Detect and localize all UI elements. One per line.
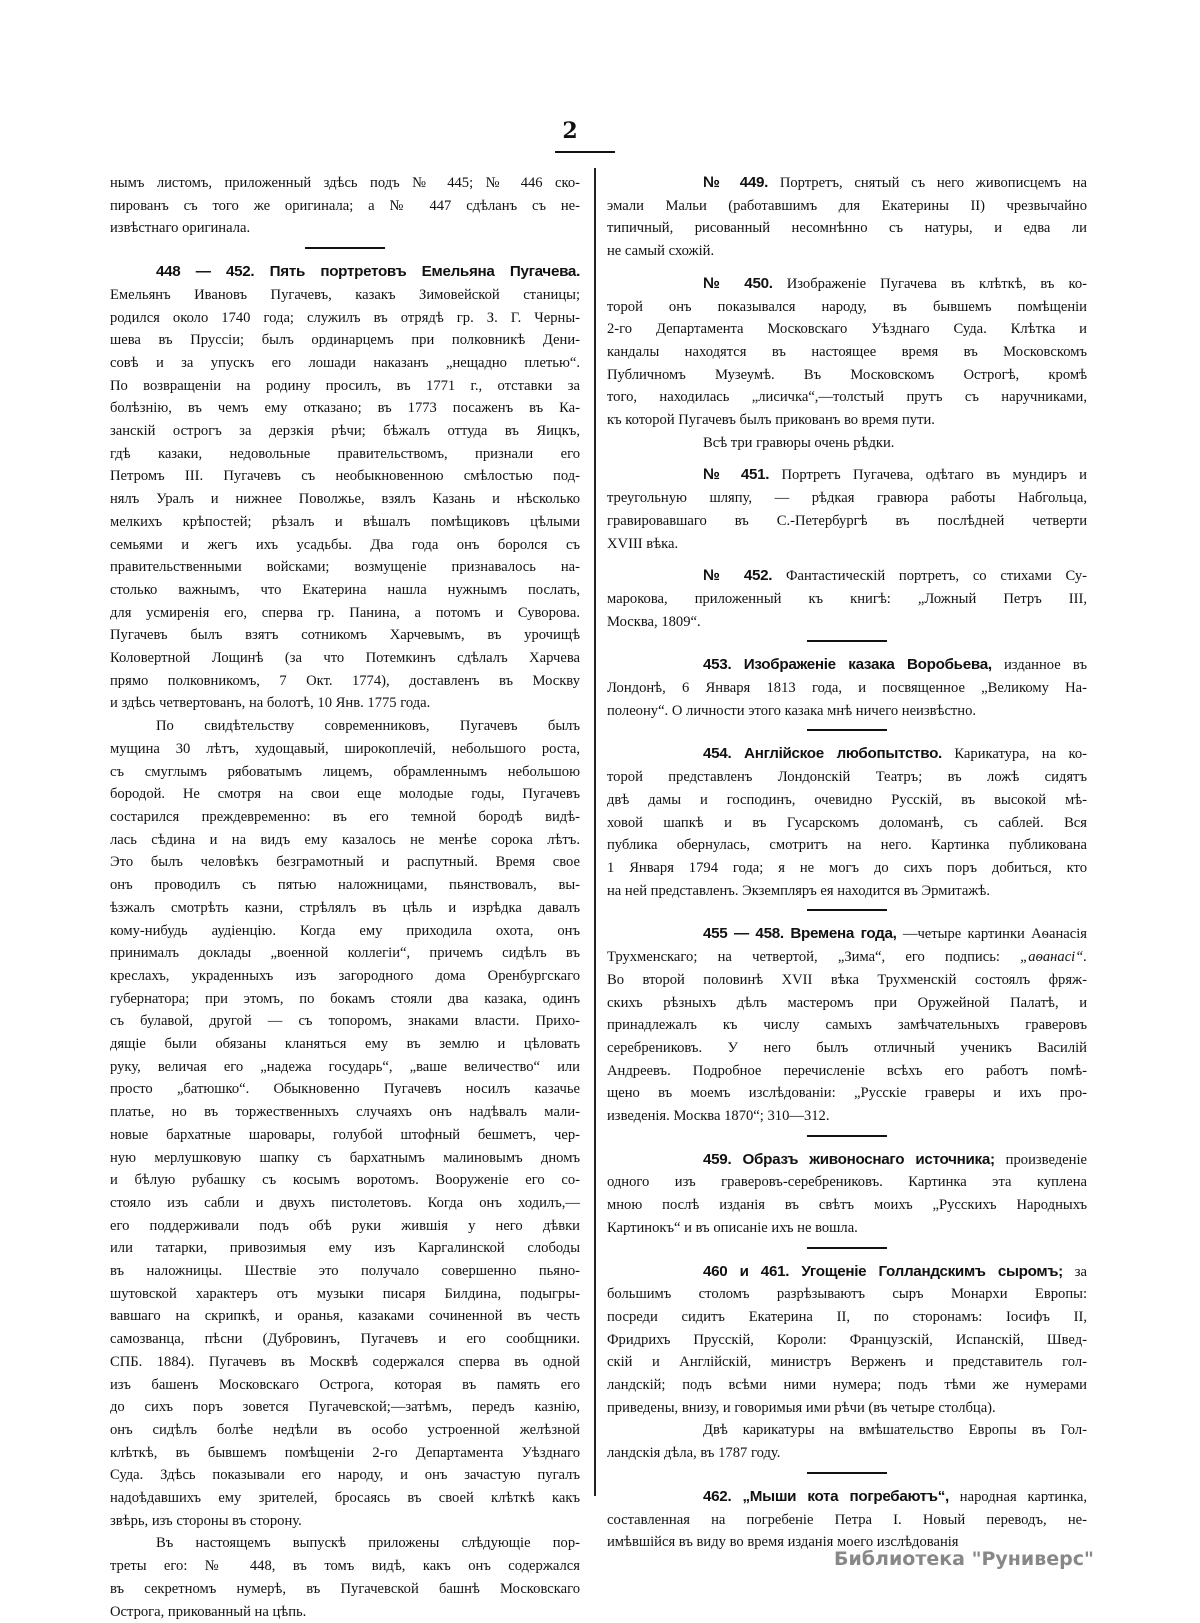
- entry-text: 1 Января 1794 года; я не могъ до сихъ поръ добиться, кто: [607, 859, 1087, 876]
- entry-text: Изображеніе Пугачева въ клѣткѣ, въ ко-: [786, 275, 1087, 292]
- text-line: треты его: № 448, въ томъ видѣ, какъ онъ содержался: [110, 1558, 580, 1575]
- text-line: платье, но въ торжественныхъ случаяхъ онъ надѣвалъ мали-: [110, 1104, 580, 1121]
- entry-text: не самый схожій.: [607, 243, 715, 260]
- text-line: дящіе были обязаны кланяться ему въ землю и цѣловать: [110, 1036, 580, 1053]
- text-line: [607, 1082, 1087, 1105]
- entry-text: серебрениковъ. У него былъ отличный ученикъ Василій: [607, 1039, 1087, 1056]
- entry-gap: [607, 263, 1087, 273]
- entry-text: 2-го Департамента Московскаго Уѣзднаго Суда. Клѣтка и: [607, 321, 1087, 338]
- entry-448-paragraph-2: [110, 715, 580, 1532]
- text-line: мелкихъ крѣпостей; рѣзалъ и вѣшалъ помѣщиковъ цѣлыми: [110, 513, 580, 530]
- text-line: занскій острогъ за дерзкія рѣчи; бѣжалъ оттуда въ Яицкъ,: [110, 423, 580, 440]
- text-line: [607, 812, 1087, 835]
- left-column: [110, 172, 580, 1623]
- text-line: стояло изъ сабли и двухъ пистолетовъ. Когда онъ ходилъ,—: [110, 1194, 580, 1211]
- text-line: ѣзжалъ смотрѣть казни, стрѣлялъ въ цѣль и изрѣдка давалъ: [110, 899, 580, 916]
- section-rule: [807, 640, 887, 642]
- text-line: [607, 364, 1087, 387]
- text-line: Это былъ человѣкъ безграмотный и распутный. Время свое: [110, 854, 580, 871]
- entry-heading-462: 462. „Мыши кота погребаютъ“,: [703, 1487, 949, 1505]
- text-line: пированъ съ того же оригинала; а № 447 сдѣланъ съ не-: [110, 197, 580, 214]
- entry-heading-459: 459. Образъ живоноснаго источника;: [703, 1150, 995, 1168]
- entry-text: скій и Англійскій, министръ Верженъ и представитель гол-: [607, 1354, 1087, 1371]
- text-line: самозванца, пѣсни (Дубровинъ, Пугачевъ и его сообщники.: [110, 1331, 580, 1348]
- text-line: [607, 1351, 1087, 1374]
- text-line: креслахъ, украденныхъ изъ загородного дома Оренбургскаго: [110, 967, 580, 984]
- text-line: руку, величая его „надежа государь“, „ваше величество“ или: [110, 1058, 580, 1075]
- text-line: Въ настоящемъ выпускѣ приложены слѣдующіе пор-: [156, 1535, 580, 1552]
- section-rule: [807, 1135, 887, 1137]
- text-line: [607, 880, 1087, 903]
- catalog-entry-451: [607, 464, 1087, 555]
- text-line: вавшаго на скрипкѣ, и оранья, казаками сочиненной въ честь: [110, 1308, 580, 1325]
- text-line: [607, 1060, 1087, 1083]
- text-line: надоѣдавшихъ ему зрителей, бросаясь въ своей клѣткѣ какъ: [110, 1490, 580, 1507]
- entry-first-line: [607, 654, 1087, 677]
- text-line: ную мерлушковую шапку съ бархатнымъ малиновымъ дномъ: [110, 1149, 580, 1166]
- text-line: Коловертной Лощинѣ (за что Потемкинъ сдѣлалъ Харчева: [110, 650, 580, 667]
- entry-note: Всѣ три гравюры очень рѣдки.: [703, 434, 895, 451]
- text-line: [607, 510, 1087, 533]
- text-line: съ булавой, другой — съ топоромъ, знаками власти. Прихо-: [110, 1013, 580, 1030]
- text-line: нялъ Уралъ и нижнее Поволжье, взялъ Казань и нѣсколько: [110, 491, 580, 508]
- text-line: прямо полковникомъ, 7 Окт. 1774), доставленъ въ Москву: [110, 672, 580, 689]
- text-line: [607, 969, 1087, 992]
- entry-text: марокова, приложенный къ книгѣ: „Ложный Петръ III,: [607, 590, 1087, 607]
- text-line: [607, 789, 1087, 812]
- catalog-entry-462: [607, 1486, 1087, 1554]
- entry-heading-452: № 452.: [703, 567, 773, 585]
- entry-first-line: [607, 1261, 1087, 1284]
- entry-text: Москва, 1809“.: [607, 613, 701, 630]
- entry-text: публика обернулась, смотритъ на него. Картинка публикована: [607, 837, 1087, 854]
- catalog-entry-454: [607, 743, 1087, 902]
- text-line: [607, 1329, 1087, 1352]
- entry-text: народная картинка,: [959, 1488, 1087, 1505]
- text-line: лась сѣдина и на видъ ему казалось не менѣе сорока лѣтъ.: [110, 831, 580, 848]
- page-number: 2: [562, 118, 578, 144]
- text-line: [607, 1014, 1087, 1037]
- page-number-rule: [555, 151, 615, 153]
- text-line: [607, 1509, 1087, 1532]
- text-line: съ смуглымъ рябоватымъ лицемъ, обрамленнымъ небольшою: [110, 763, 580, 780]
- entry-text: XVIII вѣка.: [607, 535, 679, 552]
- entry-text: полеону“. О личности этого казака мнѣ ничего неизвѣстно.: [607, 702, 977, 719]
- text-line: семьями и жегъ ихъ усадьбы. Два года онъ боролся съ: [110, 536, 580, 553]
- entry-text: торой представленъ Лондонскій Театръ; въ ложѣ сидятъ: [607, 769, 1087, 786]
- text-line: звѣрь, изъ стороны въ сторону.: [110, 1512, 302, 1529]
- text-line: Суда. Здѣсь показывали его народу, и онъ зачастую пугалъ: [110, 1467, 580, 1484]
- entry-text: Фантастическій портретъ, со стихами Су-: [786, 568, 1087, 585]
- library-watermark: Библиотека "Руниверс": [834, 1548, 1094, 1570]
- text-line: [607, 588, 1087, 611]
- text-line: [607, 1217, 1087, 1240]
- entry-heading-448-452: 448 — 452. Пять портретовъ Емельяна Пугачева.: [156, 263, 580, 281]
- text-line: [607, 195, 1087, 218]
- text-line: шутовской характеръ отъ музыки писаря Билдина, подыгры-: [110, 1285, 580, 1302]
- text-line: бородой. Не смотря на свои еще молодые годы, Пугачевъ: [110, 786, 580, 803]
- catalog-entry-449: [607, 172, 1087, 263]
- entry-text: ландскій; подъ всѣми ними нумера; подъ тѣми же нумерами: [607, 1377, 1087, 1394]
- text-line: въ секретномъ нумерѣ, въ Пугачевской башнѣ Московскаго: [110, 1580, 580, 1597]
- text-line: [607, 700, 1087, 723]
- text-line: [607, 1194, 1087, 1217]
- text-line: и здѣсь четвертованъ, на болотѣ, 10 Янв. 1775 года.: [110, 695, 431, 712]
- text-line: и бѣлую рубашку съ косымъ воротомъ. Вооруженіе его со-: [110, 1172, 580, 1189]
- text-line: [607, 240, 1087, 263]
- column-divider: [594, 168, 596, 1496]
- text-line: [607, 1374, 1087, 1397]
- text-line: онъ проводилъ съ пятью наложницами, пьянствовалъ, вы-: [110, 877, 580, 894]
- section-rule: [807, 1472, 887, 1474]
- entry-heading-454: 454. Англійское любопытство.: [703, 745, 942, 763]
- entry-text: изданное въ: [1003, 657, 1088, 674]
- text-line: кому-нибудь аудіенцію. Когда ему приходила охота, онъ: [110, 922, 580, 939]
- entry-heading-451: № 451.: [703, 466, 770, 484]
- catalog-entry-460: [607, 1261, 1087, 1465]
- text-line: [607, 834, 1087, 857]
- text-line: состарился преждевременно: въ его темной бородѣ видѣ-: [110, 808, 580, 825]
- entry-text: Картинокъ“ и въ описаніе ихъ не вошла.: [607, 1219, 858, 1236]
- entry-text: Публичномъ Музеумѣ. Въ Московскомъ Острогѣ, кромѣ: [607, 366, 1087, 383]
- entry-text: —четыре картинки Аѳанасія: [902, 926, 1087, 943]
- entry-text: щено въ моемъ изслѣдованіи: „Русскіе граверы и ихъ про-: [607, 1085, 1087, 1102]
- entry-text: изведенія. Москва 1870“; 310—312.: [607, 1108, 830, 1125]
- text-line: принималъ доклады „военной коллегіи“, причемъ сидѣлъ въ: [110, 945, 580, 962]
- entry-first-line: [607, 464, 1087, 487]
- entry-first-line: [607, 565, 1087, 588]
- entry-text: произведеніе: [1005, 1151, 1087, 1168]
- entry-heading-460: 460 и 461. Угощеніе Голландскимъ сыромъ;: [703, 1262, 1063, 1280]
- text-line: По свидѣтельству современниковъ, Пугачевъ былъ: [156, 718, 580, 735]
- text-line: [607, 946, 1087, 969]
- text-line: его поддерживали подъ обѣ руки жившія у него дѣвки: [110, 1217, 580, 1234]
- entry-text: типичный, рисованный несомнѣнно съ натуры, и едва ли: [607, 220, 1087, 237]
- text-line: новые бархатные шаровары, голубой штофный бешметъ, чер-: [110, 1126, 580, 1143]
- entry-text: Карикатура, на ко-: [954, 746, 1088, 763]
- text-line: [607, 1037, 1087, 1060]
- text-line: [607, 1306, 1087, 1329]
- entry-first-line: [607, 743, 1087, 766]
- entry-gap: [607, 555, 1087, 565]
- entry-text: треугольную шляпу, — рѣдкая гравюра работы Набгольца,: [607, 490, 1087, 507]
- catalog-entry-452: [607, 565, 1087, 633]
- section-rule: [807, 909, 887, 911]
- entry-text: кандалы находятся въ настоящее время въ Московскомъ: [607, 343, 1087, 360]
- signature-text: „аѳанасі“.: [1020, 949, 1087, 966]
- text-line: въ наложницы. Шествіе это получало совершенно пьяно-: [110, 1263, 580, 1280]
- entry-text: гравировавшаго въ С.-Петербургѣ въ послѣдней четверти: [607, 512, 1087, 529]
- entry-text: Андреевъ. Подробное перечисленіе всѣхъ его работъ помѣ-: [607, 1062, 1087, 1079]
- text-line: [607, 1105, 1087, 1128]
- text-line: просто „батюшко“. Обыкновенно Пугачевъ носилъ казачье: [110, 1081, 580, 1098]
- entry-text: Трухменскаго; на четвертой, „Зима“, его подпись:: [607, 949, 1021, 966]
- catalog-entry-455: [607, 923, 1087, 1127]
- text-line: [607, 341, 1087, 364]
- text-line: правительственными войсками; возмущеніе признавалось на-: [110, 559, 580, 576]
- entry-text: составленная на погребеніе Петра I. Новый переводъ, не-: [607, 1511, 1087, 1528]
- entry-text: Во второй половинѣ XVII вѣка Трухменскій состоялъ фряж-: [607, 971, 1087, 988]
- text-line: Пугачевъ былъ взятъ сотникомъ Харчевымъ, въ урочищѣ: [110, 627, 580, 644]
- entry-first-line: [607, 1149, 1087, 1172]
- entry-text: двѣ дамы и господинъ, очевидно Русскій, въ высокой мѣ-: [607, 791, 1087, 808]
- section-rule: [807, 729, 887, 731]
- text-line: шева въ Пруссіи; былъ ординарцемъ при полковникѣ Дени-: [110, 332, 580, 349]
- text-line: [607, 766, 1087, 789]
- entry-text: Портретъ Пугачева, одѣтаго въ мундиръ и: [781, 467, 1087, 484]
- text-line: онъ сидѣлъ болѣе недѣли въ особо устроенной желѣзной: [110, 1421, 580, 1438]
- entry-text: торой онъ показывался народу, въ бывшемъ помѣщеніи: [607, 298, 1087, 315]
- entry-first-line: [607, 923, 1087, 946]
- text-line: Емельянъ Ивановъ Пугачевъ, казакъ Зимовейской станицы;: [110, 286, 580, 303]
- entry-text: имѣвшійся въ виду во время изданія моего изслѣдованія: [607, 1534, 959, 1551]
- entry-heading-455: 455 — 458. Времена года,: [703, 925, 897, 943]
- text-line: извѣстнаго оригинала.: [110, 220, 251, 237]
- text-line: Петромъ III. Пугачевъ съ необыкновенною смѣлостью под-: [110, 468, 580, 485]
- text-line: [607, 1397, 1087, 1420]
- text-line: до сихъ поръ зовется Пугачевской;—затѣмъ, передъ казнію,: [110, 1399, 580, 1416]
- text-line: [607, 992, 1087, 1015]
- entry-first-line: [607, 273, 1087, 296]
- entry-first-line: [607, 1486, 1087, 1509]
- entry-text: того, находилась „лисичка“,—толстый прутъ съ наручниками,: [607, 389, 1087, 406]
- entry-text: за: [1074, 1263, 1087, 1280]
- text-line: По возвращеніи на родину просилъ, въ 1771 г., отставки за: [110, 377, 580, 394]
- entry-first-line: [607, 172, 1087, 195]
- entry-text: къ которой Пугачевъ былъ прикованъ во время пути.: [607, 412, 935, 429]
- entry-text: на ней представленъ. Экземпляръ ея находится въ Эрмитажѣ.: [607, 882, 990, 899]
- section-rule: [807, 1247, 887, 1249]
- text-line: гдѣ казаки, недовольные правительствомъ, признали его: [110, 445, 580, 462]
- text-line: нымъ листомъ, приложенный здѣсь подъ № 445; № 446 ско-: [110, 175, 580, 191]
- entry-text: приведены, внизу, и говоримыя ими рѣчи (въ четыре столбца).: [607, 1399, 996, 1416]
- text-line: мущина 30 лѣтъ, худощавый, широкоплечій, небольшого роста,: [110, 740, 580, 757]
- entry-text: эмали Мальи (работавшимъ для Екатерины II) чрезвычайно: [607, 197, 1087, 214]
- entry-text: Фридрихъ Прусскій, Короли: Французскій, Испанскій, Швед-: [607, 1331, 1087, 1348]
- text-line: губернатора; при этомъ, по бокамъ стояли два казака, одинъ: [110, 990, 580, 1007]
- text-line: изъ башенъ Московскаго Острога, которая въ память его: [110, 1376, 580, 1393]
- section-rule: [305, 247, 385, 249]
- entry-note: ландскія дѣла, въ 1787 году.: [607, 1445, 781, 1462]
- entry-text: одного изъ граверовъ-серебрениковъ. Картинка эта куплена: [607, 1174, 1087, 1191]
- text-line: [607, 487, 1087, 510]
- text-line: болѣзнію, въ чемъ ему отказано; въ 1773 посаженъ въ Ка-: [110, 400, 580, 417]
- text-line: [607, 1283, 1087, 1306]
- entry-text: Лондонѣ, 6 Января 1813 года, и посвященное „Великому На-: [607, 680, 1087, 697]
- text-line: столько важнымъ, что Екатерина нашла нужнымъ послать,: [110, 581, 580, 598]
- entry-text: ховой шапкѣ и въ Гусарскомъ доломанѣ, съ саблей. Вся: [607, 814, 1087, 831]
- text-line: клѣткѣ, въ бывшемъ помѣщеніи 2-го Департамента Уѣзднаго: [110, 1444, 580, 1461]
- text-line: [607, 611, 1087, 634]
- text-line: совѣ и за упускъ его лошади наказанъ „нещадно плетью“.: [110, 354, 580, 371]
- catalog-entry-450: [607, 273, 1087, 455]
- text-line: [607, 677, 1087, 700]
- entry-gap: [607, 454, 1087, 464]
- entry-note: Двѣ карикатуры на вмѣшательство Европы въ Гол-: [703, 1422, 1087, 1439]
- entry-text: большимъ столомъ разрѣзываютъ сыръ Монархи Европы:: [607, 1286, 1087, 1303]
- text-line: или татарки, привозимыя ему изъ Каргалинской слободы: [110, 1240, 580, 1257]
- entry-text: мною послѣ изданія въ свѣтъ моихъ „Русскихъ Народныхъ: [607, 1197, 1087, 1214]
- entry-heading-449: № 449.: [703, 174, 769, 191]
- text-line: [607, 386, 1087, 409]
- entry-text: посреди сидитъ Екатерина II, по сторонамъ: Іосифъ II,: [607, 1308, 1087, 1325]
- entry-text: Портретъ, снятый съ него живописцемъ на: [779, 175, 1087, 191]
- text-line: [607, 533, 1087, 556]
- catalog-entry-459: [607, 1149, 1087, 1240]
- entry-heading-453: 453. Изображеніе казака Воробьева,: [703, 656, 992, 674]
- right-column: [607, 172, 1087, 1554]
- catalog-entry-453: [607, 654, 1087, 722]
- text-line: [607, 409, 1087, 432]
- entry-text: принадлежалъ къ числу самыхъ замѣчательныхъ граверовъ: [607, 1017, 1087, 1034]
- text-line: Острога, прикованный на цѣпь.: [110, 1603, 307, 1620]
- text-line: [607, 318, 1087, 341]
- entry-text: скихъ рѣзныхъ дѣлъ мастеромъ при Оружейной Палатѣ, и: [607, 994, 1087, 1011]
- text-line: для усмиренія его, сперва гр. Панина, а потомъ и Суворова.: [110, 604, 580, 621]
- text-line: [607, 296, 1087, 319]
- entry-heading-450: № 450.: [703, 274, 773, 292]
- text-line: СПБ. 1884). Пугачевъ въ Москвѣ содержался сперва въ одной: [110, 1353, 580, 1370]
- text-line: [607, 217, 1087, 240]
- entry-448-paragraph-3: [110, 1532, 580, 1623]
- text-line: [607, 1171, 1087, 1194]
- text-line: [607, 857, 1087, 880]
- text-line: родился около 1740 года; служилъ въ отрядѣ гр. З. Г. Черны-: [110, 309, 580, 326]
- entry-448-body: [110, 284, 580, 715]
